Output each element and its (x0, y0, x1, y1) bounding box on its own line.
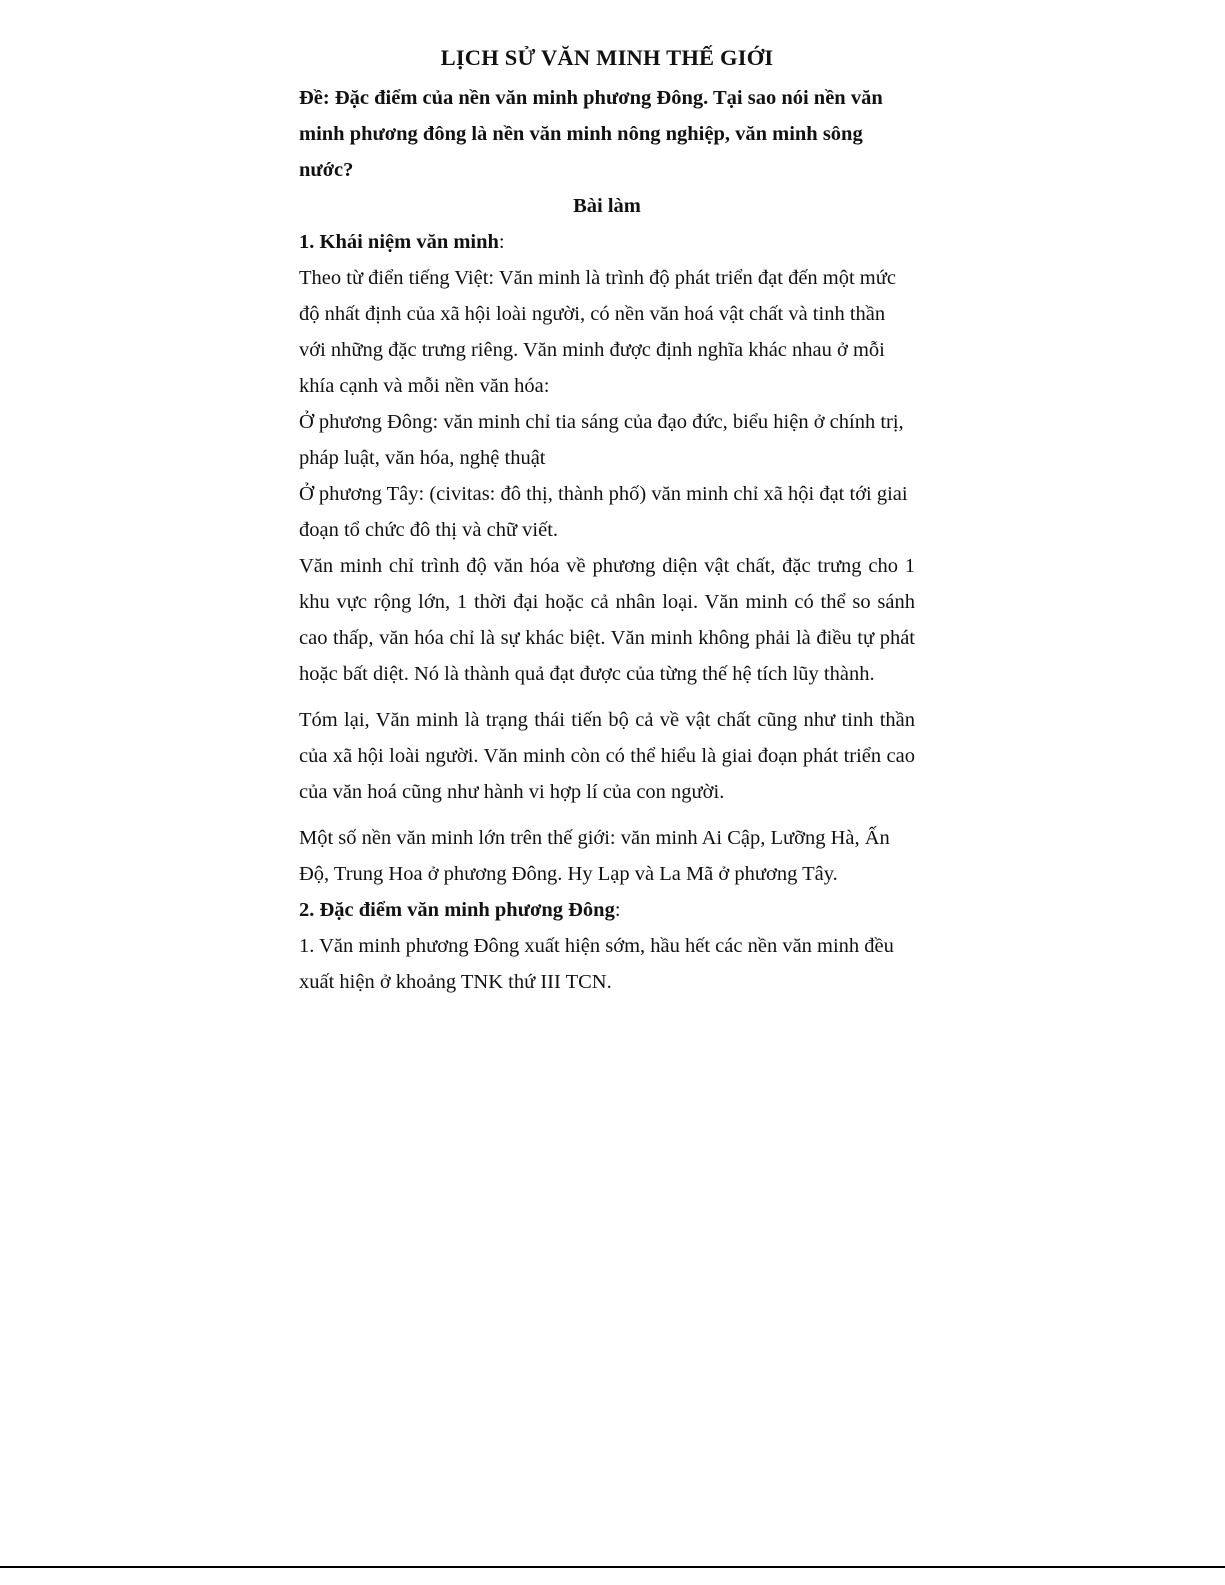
section-2-heading-colon: : (614, 899, 621, 921)
document-body (299, 40, 915, 1000)
question-text: Đề: Đặc điểm của nền văn minh phương Đông. Tại sao nói nền văn minh phương đông là nền văn minh nông nghiệp, văn minh sông nước? (299, 87, 883, 181)
paragraph-definition-material: Văn minh chỉ trình độ văn hóa về phương diện vật chất, đặc trưng cho 1 khu vực rộng lớn, 1 thời đại hoặc cả nhân loại. Văn minh có thể so sánh cao thấp, văn hóa chỉ là sự khác biệt. Văn minh không phải là điều tự phát hoặc bất diệt. Nó là thành quả đạt được của từng thế hệ tích lũy thành. (299, 555, 915, 685)
answer-heading: Bài làm (573, 195, 641, 217)
paragraph-major-civilizations: Một số nền văn minh lớn trên thế giới: văn minh Ai Cập, Lưỡng Hà, Ấn Độ, Trung Hoa ở phương Đông. Hy Lạp và La Mã ở phương Tây. (299, 827, 890, 885)
section-1-heading-text: 1. Khái niệm văn minh (299, 231, 499, 253)
document-title: LỊCH SỬ VĂN MINH THẾ GIỚI (440, 45, 774, 70)
paragraph-summary: Tóm lại, Văn minh là trạng thái tiến bộ cả về vật chất cũng như tinh thần của xã hội loài người. Văn minh còn có thể hiểu là giai đoạn phát triển cao của văn hoá cũng như hành vi hợp lí của con người. (299, 709, 915, 803)
section-1-heading-colon: : (498, 231, 505, 253)
section-1-heading (299, 224, 915, 260)
section-2-heading-text: 2. Đặc điểm văn minh phương Đông (299, 899, 615, 921)
page-bottom-border (0, 1566, 1225, 1568)
paragraph-eastern-feature-1: 1. Văn minh phương Đông xuất hiện sớm, hầu hết các nền văn minh đều xuất hiện ở khoảng TNK thứ III TCN. (299, 935, 894, 993)
section-2-heading (299, 892, 915, 928)
paragraph-definition-dictionary: Theo từ điển tiếng Việt: Văn minh là trình độ phát triển đạt đến một mức độ nhất định của xã hội loài người, có nền văn hoá vật chất và tinh thần với những đặc trưng riêng. Văn minh được định nghĩa khác nhau ở mỗi khía cạnh và mỗi nền văn hóa: (299, 267, 896, 397)
paragraph-definition-east: Ở phương Đông: văn minh chỉ tia sáng của đạo đức, biểu hiện ở chính trị, pháp luật, văn hóa, nghệ thuật (299, 411, 904, 469)
paragraph-definition-west: Ở phương Tây: (civitas: đô thị, thành phố) văn minh chỉ xã hội đạt tới giai đoạn tổ chức đô thị và chữ viết. (299, 483, 908, 541)
